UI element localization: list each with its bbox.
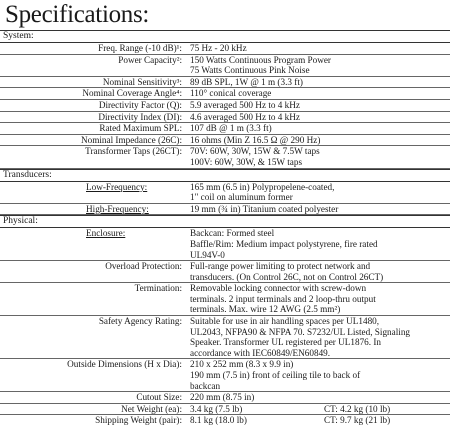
spec-label: Cutout Size:	[136, 392, 182, 403]
spec-label: Net Weight (ea):	[121, 403, 182, 414]
section-header-system: System:	[0, 30, 450, 43]
spec-value-line: Speaker. Transformer UL registered per UL1876. In	[190, 337, 382, 348]
spec-value	[186, 392, 450, 403]
transducer-rows	[0, 182, 450, 216]
spec-row	[0, 123, 450, 135]
spec-row	[0, 316, 450, 359]
spec-row	[0, 204, 450, 216]
spec-value-line: 70V: 60W, 30W, 15W & 7.5W taps	[190, 146, 320, 157]
spec-row	[0, 100, 450, 112]
spec-row	[0, 77, 450, 89]
spec-value-line: 4.6 averaged 500 Hz to 4 kHz	[190, 111, 300, 122]
spec-value	[186, 228, 450, 260]
spec-row	[0, 146, 450, 168]
spec-label: Nominal Coverage Angle⁴:	[82, 88, 182, 99]
spec-value	[186, 88, 450, 99]
spec-value	[186, 204, 450, 215]
system-rows	[0, 43, 450, 169]
section-header-transducers: Transducers:	[0, 169, 450, 182]
spec-value	[186, 55, 450, 76]
spec-value-line: 210 x 252 mm (8.3 x 9.9 in)	[190, 359, 294, 370]
spec-row	[0, 112, 450, 124]
spec-value-line: Removable locking connector with screw-down	[190, 283, 367, 294]
spec-value-line: accordance with IEC60849/EN60849.	[190, 347, 331, 358]
spec-value	[186, 283, 450, 315]
net-weight-standard: 3.4 kg (7.5 lb)	[190, 403, 243, 414]
spec-label: High-Frequency:	[86, 203, 149, 214]
spec-value	[186, 146, 450, 167]
spec-label: Outside Dimensions (H x Dia):	[67, 359, 182, 370]
spec-value-line: 75 Watts Continuous Pink Noise	[190, 65, 310, 76]
spec-value	[186, 100, 450, 111]
shipping-weight-ct: CT: 9.7 kg (21 lb)	[324, 415, 391, 426]
spec-row	[0, 43, 450, 55]
spec-value-line: 89 dB SPL, 1W @ 1 m (3.3 ft)	[190, 76, 303, 87]
spec-value-line: terminals. Max. wire 12 AWG (2.5 mm²)	[190, 304, 341, 315]
spec-label: Overload Protection:	[105, 261, 182, 272]
spec-value-line: transducers. (On Control 26C, not on Control 26CT)	[190, 271, 384, 282]
spec-value-line: backcan	[190, 380, 221, 391]
spec-row	[0, 135, 450, 147]
spec-value	[186, 43, 450, 54]
spec-value	[186, 404, 450, 415]
spec-label: Enclosure:	[86, 228, 126, 239]
spec-value-line: Full-range power limiting to protect network and	[190, 261, 371, 272]
spec-value-line: 220 mm (8.75 in)	[190, 392, 255, 403]
spec-label: Nominal Sensitivity³:	[102, 76, 182, 87]
spec-row	[0, 283, 450, 316]
spec-label: Transformer Taps (26CT):	[85, 146, 182, 157]
spec-value-line: 110° conical coverage	[190, 88, 272, 99]
spec-value	[186, 182, 450, 203]
spec-value	[186, 135, 450, 146]
spec-row	[0, 261, 450, 283]
spec-label: Directivity Factor (Q):	[98, 99, 182, 110]
spec-row-enclosure	[0, 228, 450, 261]
spec-row	[0, 182, 450, 204]
spec-value-line: Baffle/Rim: Medium impact polystyrene, fire rated	[190, 238, 378, 249]
spec-label: Rated Maximum SPL:	[99, 123, 182, 134]
spec-row	[0, 55, 450, 77]
spec-label: Nominal Impedance (26C):	[80, 134, 182, 145]
spec-value-line: UL2043, NFPA90 & NFPA 70. S7232/UL Listed, Signaling	[190, 326, 411, 337]
spec-row	[0, 88, 450, 100]
page-title: Specifications:	[5, 1, 150, 28]
spec-value-line: 16 ohms (Min Z 16.5 Ω @ 290 Hz)	[190, 134, 321, 145]
spec-value-line: Backcan: Formed steel	[190, 228, 275, 239]
spec-value-line: 107 dB @ 1 m (3.3 ft)	[190, 123, 272, 134]
spec-label: Power Capacity²:	[118, 54, 182, 65]
spec-row-net-weight	[0, 404, 450, 416]
spec-label: Freq. Range (-10 dB)¹:	[98, 43, 182, 53]
spec-value-line: terminals. 2 input terminals and 2 loop-thru output	[190, 293, 376, 304]
section-header-physical: Physical:	[0, 215, 450, 228]
spec-value-line: 150 Watts Continuous Program Power	[190, 54, 331, 65]
spec-label: Termination:	[134, 283, 182, 294]
spec-value	[186, 359, 450, 391]
spec-row	[0, 359, 450, 392]
spec-label: Safety Agency Rating:	[98, 316, 182, 327]
spec-value-line: Suitable for use in air handling spaces per UL1480,	[190, 316, 380, 327]
spec-value-line: 1" coil on aluminum former	[190, 192, 293, 203]
spec-row	[0, 392, 450, 404]
spec-label: Low-Frequency:	[86, 181, 148, 192]
spec-value	[186, 123, 450, 134]
shipping-weight-standard: 8.1 kg (18.0 lb)	[190, 415, 247, 426]
spec-value-line: 75 Hz - 20 kHz	[190, 43, 247, 53]
spec-value	[186, 316, 450, 358]
spec-label: Shipping Weight (pair):	[95, 415, 182, 426]
spec-label: Directivity Index (DI):	[98, 111, 182, 122]
spec-value-line: 165 mm (6.5 in) Polypropelene-coated,	[190, 181, 335, 192]
physical-rows	[0, 261, 450, 404]
spec-value	[186, 77, 450, 88]
spec-value	[186, 112, 450, 123]
spec-value-line: UL94V-0	[190, 249, 225, 260]
spec-value-line: 19 mm (¾ in) Titanium coated polyester	[190, 203, 339, 214]
spec-value-line: 190 mm (7.5 in) front of ceiling tile to back of	[190, 370, 361, 381]
spec-value-line: 100V: 60W, 30W, & 15W taps	[190, 156, 303, 167]
spec-table	[0, 30, 450, 426]
spec-value	[186, 261, 450, 282]
spec-value-line: 5.9 averaged 500 Hz to 4 kHz	[190, 99, 300, 110]
net-weight-ct: CT: 4.2 kg (10 lb)	[324, 403, 391, 414]
